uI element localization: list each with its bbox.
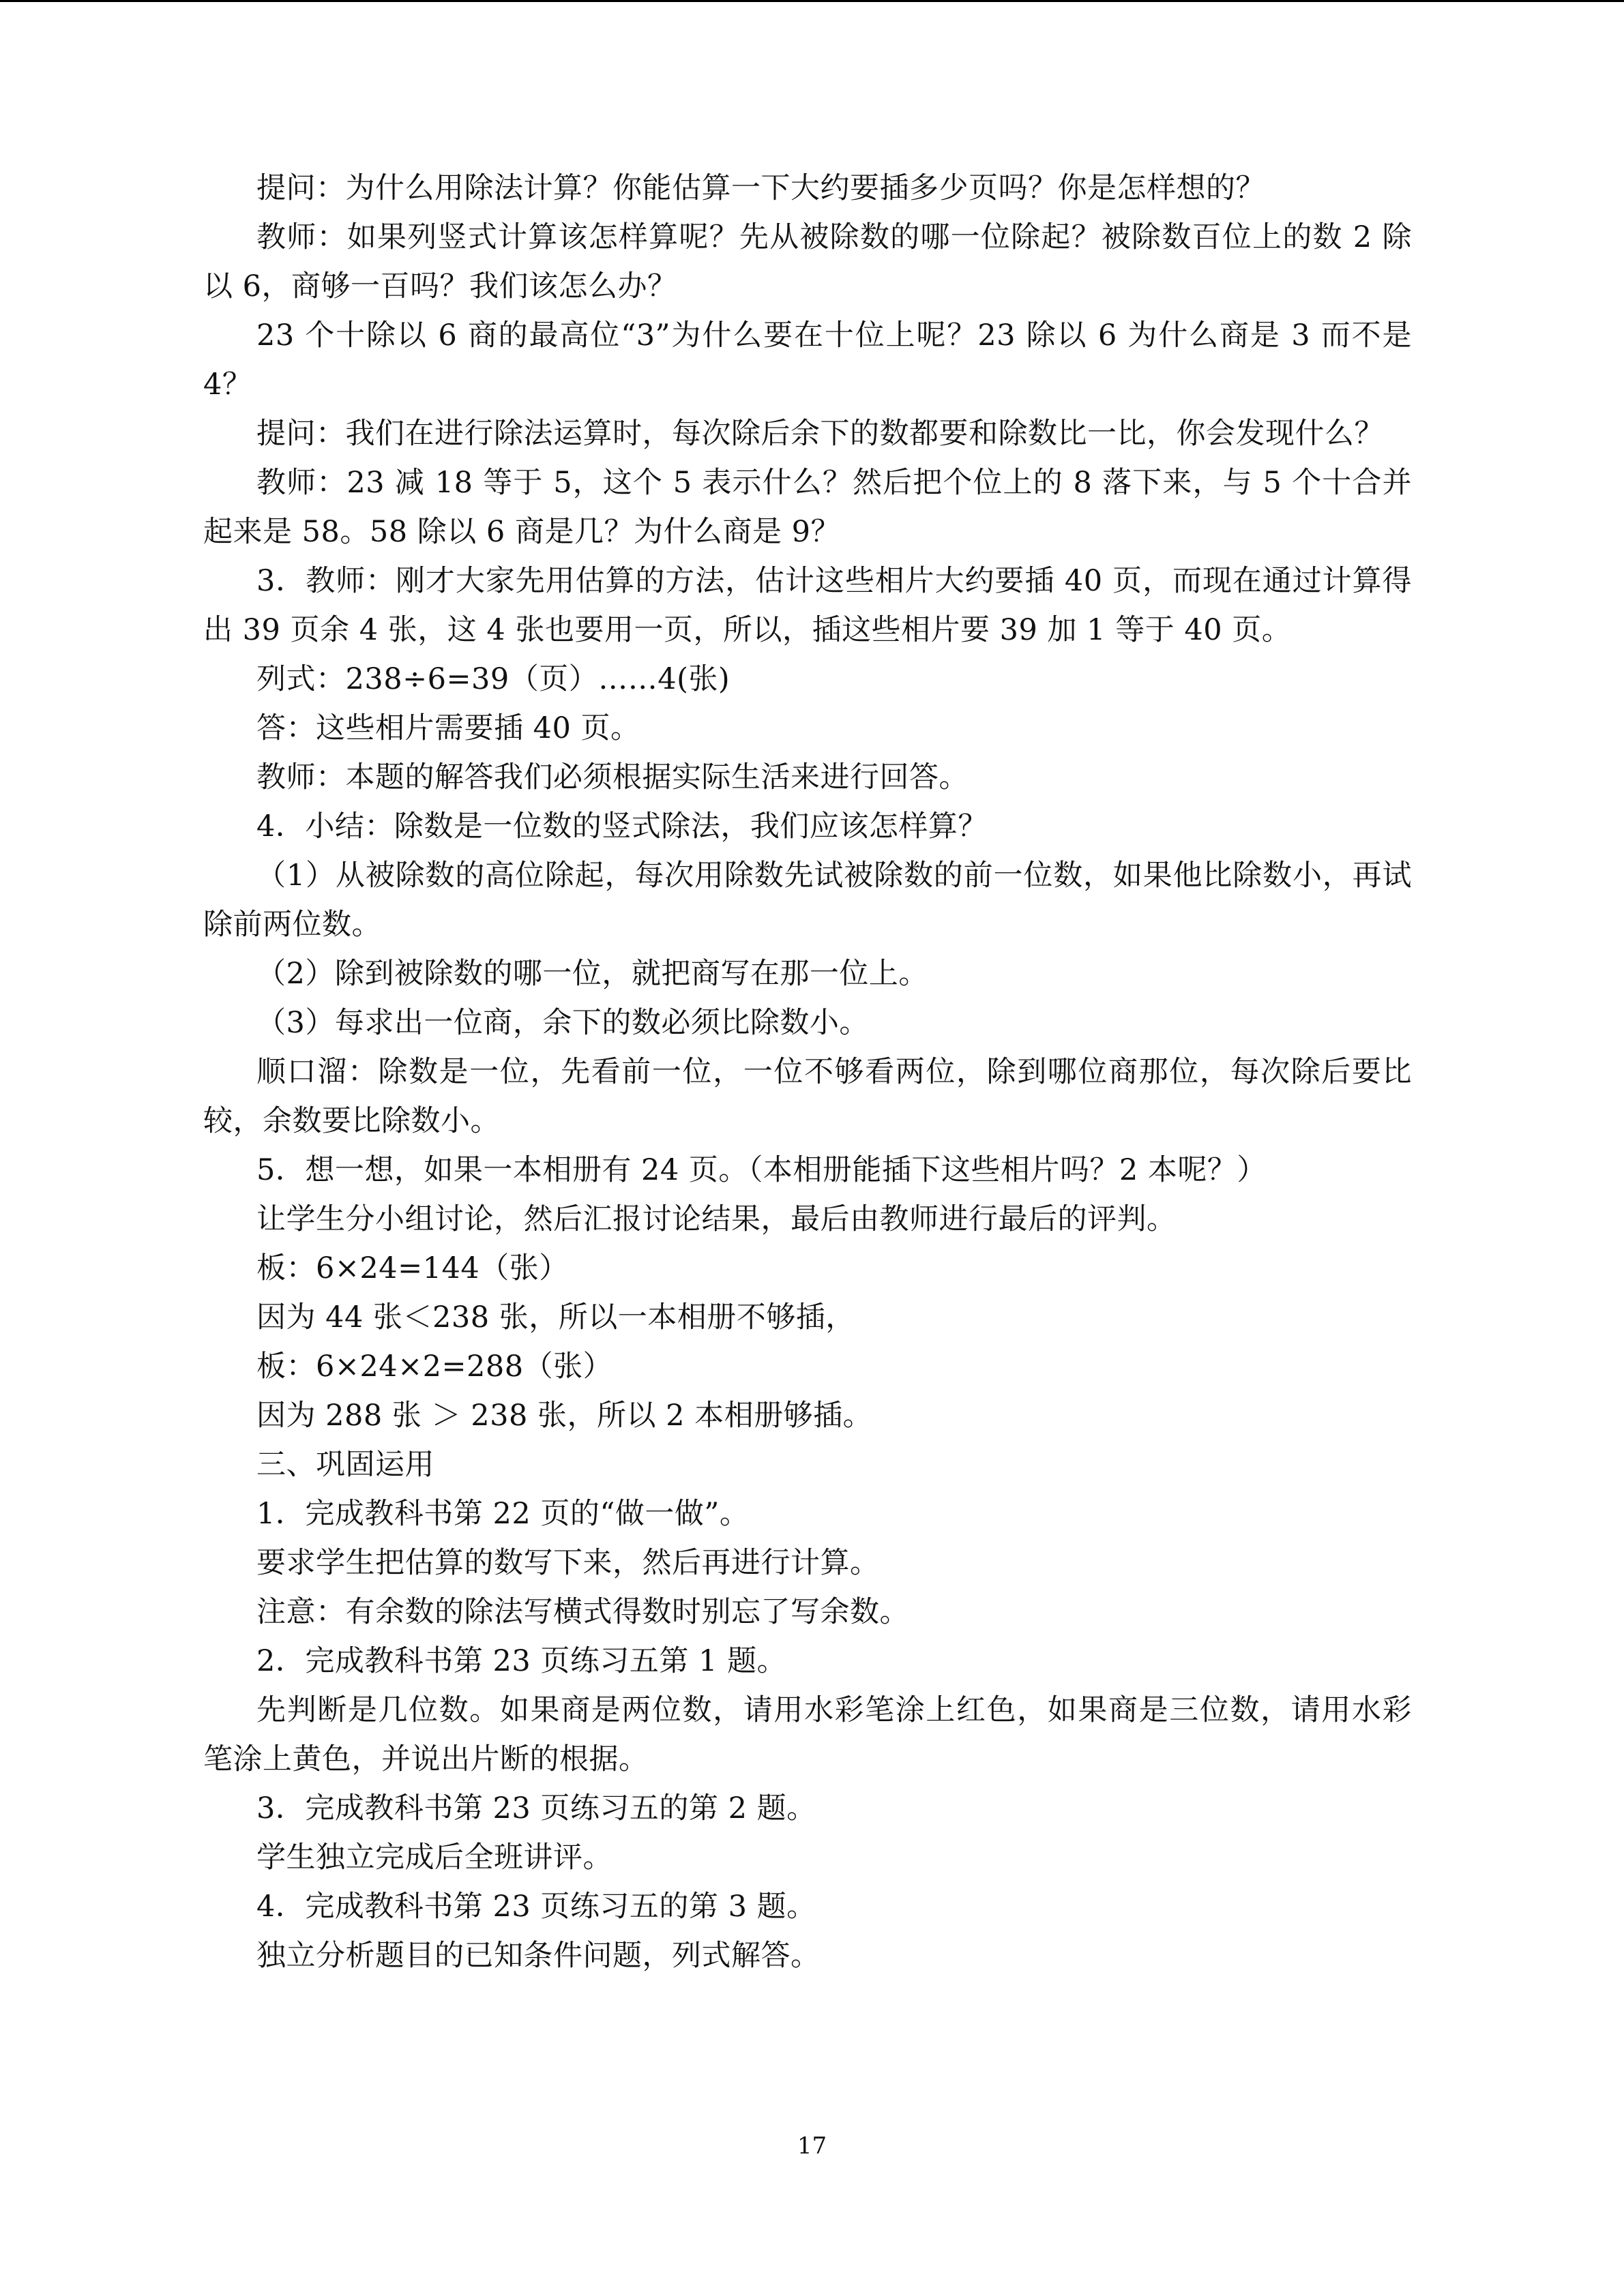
paragraph: 23 个十除以 6 商的最高位“3”为什么要在十位上呢？23 除以 6 为什么商是 3 而不是 4？	[203, 318, 1412, 402]
top-border-line	[0, 0, 1624, 2]
paragraph: （2）除到被除数的哪一位，就把商写在那一位上。	[256, 957, 928, 991]
section-heading: 三、巩固运用	[256, 1448, 434, 1482]
paragraph: 板：6×24×2=288（张）	[256, 1350, 613, 1384]
paragraph: 4．小结：除数是一位数的竖式除法，我们应该怎样算？	[256, 809, 988, 844]
paragraph: 提问：我们在进行除法运算时，每次除后余下的数都要和除数比一比，你会发现什么？	[256, 417, 1384, 451]
paragraph: 2．完成教科书第 23 页练习五第 1 题。	[256, 1644, 787, 1678]
paragraph: 先判断是几位数。如果商是两位数，请用水彩笔涂上红色，如果商是三位数，请用水彩笔涂上黄色，并说出片断的根据。	[203, 1693, 1412, 1776]
paragraph: 因为 288 张 ＞ 238 张，所以 2 本相册够插。	[256, 1399, 873, 1433]
paragraph: 列式：238÷6=39（页）……4(张)	[256, 662, 730, 696]
paragraph: 教师：23 减 18 等于 5，这个 5 表示什么？然后把个位上的 8 落下来，与 5 个十合并起来是 58。58 除以 6 商是几？为什么商是 9？	[203, 466, 1412, 549]
paragraph: （3）每求出一位商，余下的数必须比除数小。	[256, 1006, 869, 1040]
paragraph: 1．完成教科书第 22 页的“做一做”。	[256, 1497, 750, 1531]
paragraph: 5．想一想，如果一本相册有 24 页。（本相册能插下这些相片吗？2 本呢？）	[256, 1153, 1267, 1187]
paragraph: 教师：如果列竖式计算该怎样算呢？先从被除数的哪一位除起？被除数百位上的数 2 除以 6，商够一百吗？我们该怎么办？	[203, 220, 1412, 303]
paragraph: 要求学生把估算的数写下来，然后再进行计算。	[256, 1546, 880, 1580]
paragraph: 教师：本题的解答我们必须根据实际生活来进行回答。	[256, 760, 969, 794]
paragraph: 3．完成教科书第 23 页练习五的第 2 题。	[256, 1791, 816, 1825]
paragraph: （1）从被除数的高位除起，每次用除数先试被除数的前一位数，如果他比除数小，再试除前两位数。	[203, 859, 1412, 942]
paragraph: 学生独立完成后全班讲评。	[256, 1840, 612, 1875]
paragraph: 提问：为什么用除法计算？你能估算一下大约要插多少页吗？你是怎样想的？	[256, 171, 1265, 205]
paragraph: 答：这些相片需要插 40 页。	[256, 711, 640, 745]
paragraph: 独立分析题目的已知条件问题，列式解答。	[256, 1939, 821, 1973]
paragraph: 板：6×24=144（张）	[256, 1251, 569, 1285]
paragraph: 因为 44 张＜238 张，所以一本相册不够插，	[256, 1300, 855, 1335]
paragraph: 3．教师：刚才大家先用估算的方法，估计这些相片大约要插 40 页，而现在通过计算得出 39 页余 4 张，这 4 张也要用一页，所以，插这些相片要 39 加 1 等于 40 页。	[203, 564, 1412, 647]
page-number: 17	[797, 2132, 827, 2160]
paragraph: 顺口溜：除数是一位，先看前一位，一位不够看两位，除到哪位商那位，每次除后要比较，余数要比除数小。	[203, 1055, 1412, 1138]
document-body	[203, 164, 1412, 1980]
paragraph: 注意：有余数的除法写横式得数时别忘了写余数。	[256, 1595, 909, 1629]
paragraph: 4．完成教科书第 23 页练习五的第 3 题。	[256, 1890, 816, 1924]
paragraph: 让学生分小组讨论，然后汇报讨论结果，最后由教师进行最后的评判。	[256, 1202, 1177, 1236]
